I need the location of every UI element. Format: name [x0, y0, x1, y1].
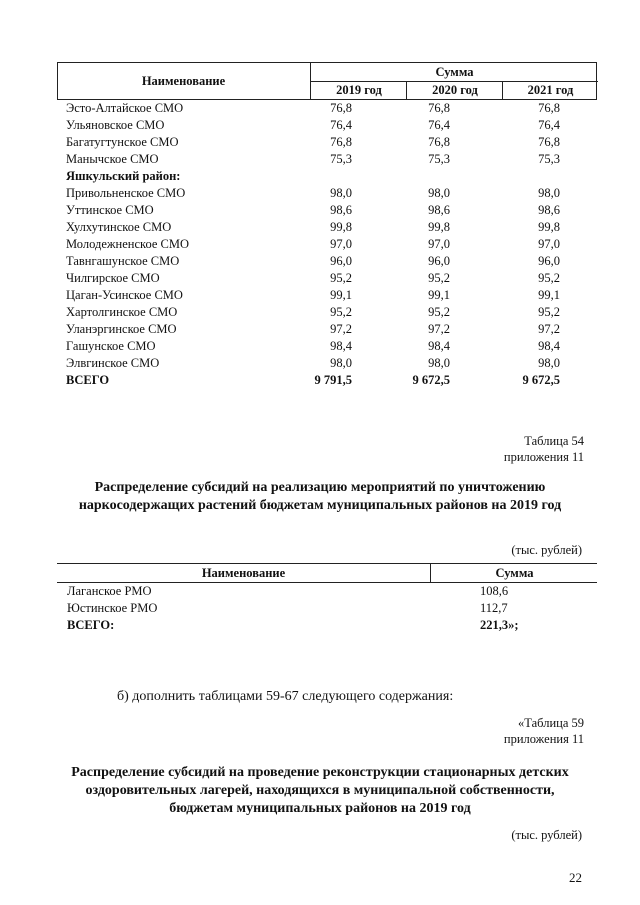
table-row [57, 600, 597, 617]
row-value: 98,0 [428, 186, 450, 200]
row-value: 75,3 [428, 152, 450, 166]
row-name: Молодежненское СМО [66, 237, 190, 251]
row-value: 97,2 [428, 322, 450, 336]
table-row [57, 355, 597, 372]
caption-line: Таблица 54 [524, 434, 584, 448]
row-value: 98,4 [428, 339, 450, 353]
row-value: 76,8 [428, 135, 450, 149]
row-value: 76,4 [428, 118, 450, 132]
row-value: 98,4 [538, 339, 560, 353]
table-caption-54 [504, 433, 584, 465]
row-name: Гашунское СМО [66, 339, 156, 353]
section-title-59: Распределение субсидий на проведение реконструкции стационарных детских оздоровительных лагерей, находящихся в муниципальной собственности, бюджетам муниципальных районов на 2019 год [71, 765, 569, 816]
table-body [57, 100, 597, 389]
table-row [57, 270, 597, 287]
row-value: 97,0 [330, 237, 352, 251]
row-value: 99,8 [538, 220, 560, 234]
row-value: 98,0 [538, 186, 560, 200]
table-row [57, 253, 597, 270]
table-row [57, 321, 597, 338]
row-name: Уланэргинское СМО [66, 322, 177, 336]
row-value: 98,4 [330, 339, 352, 353]
row-name: ВСЕГО [66, 373, 110, 387]
row-value: 98,0 [428, 356, 450, 370]
row-name: Манычское СМО [66, 152, 159, 166]
unit-label: (тыс. рублей) [511, 543, 582, 557]
page-number: 22 [569, 870, 582, 885]
table-body [57, 583, 597, 634]
row-value: 98,0 [538, 356, 560, 370]
table-row [57, 304, 597, 321]
header-year-2019: 2019 год [310, 81, 407, 99]
table-subsidies-settlements [57, 62, 597, 389]
row-value: 76,8 [538, 135, 560, 149]
table-row [57, 185, 597, 202]
row-value: 95,2 [330, 305, 352, 319]
unit-label: (тыс. рублей) [511, 828, 582, 842]
row-value: 95,2 [330, 271, 352, 285]
row-value: 9 672,5 [412, 373, 450, 387]
row-name: Юстинское РМО [67, 601, 158, 615]
row-value: 108,6 [480, 584, 509, 598]
caption-line: приложения 11 [503, 450, 584, 464]
row-name: Уттинское СМО [66, 203, 154, 217]
row-value: 99,1 [538, 288, 560, 302]
table-row [57, 202, 597, 219]
row-name: Ульяновское СМО [66, 118, 165, 132]
row-value: 76,8 [538, 101, 560, 115]
table-total-row [57, 617, 597, 634]
row-value: 98,0 [330, 356, 352, 370]
row-value: 95,2 [428, 271, 450, 285]
caption-line: «Таблица 59 [518, 716, 584, 730]
row-name: Элвгинское СМО [66, 356, 160, 370]
row-value: 95,2 [538, 271, 560, 285]
header-sum: Сумма [430, 564, 598, 582]
row-value: 95,2 [538, 305, 560, 319]
table-row [57, 338, 597, 355]
table-border [596, 63, 597, 99]
table-row [57, 117, 597, 134]
row-value: 97,0 [428, 237, 450, 251]
row-value: 76,4 [330, 118, 352, 132]
row-value: 95,2 [428, 305, 450, 319]
table-row [57, 287, 597, 304]
amendment-paragraph: б) дополнить таблицами 59-67 следующего содержания: [117, 689, 454, 704]
row-name: Хартолгинское СМО [66, 305, 178, 319]
row-name: Привольненское СМО [66, 186, 186, 200]
row-value: 98,6 [428, 203, 450, 217]
table-row [57, 583, 597, 600]
row-value: 9 672,5 [522, 373, 560, 387]
table-drug-plants [57, 563, 597, 634]
row-value: 75,3 [330, 152, 352, 166]
row-value: 75,3 [538, 152, 560, 166]
table-header [57, 563, 597, 583]
caption-line: приложения 11 [503, 732, 584, 746]
table-caption-59 [504, 715, 584, 747]
row-value: 96,0 [538, 254, 560, 268]
section-title-54: Распределение субсидий на реализацию мероприятий по уничтожению наркосодержащих растений бюджетам муниципальных районов на 2019 год [78, 480, 562, 513]
header-year-2020: 2020 год [406, 81, 503, 99]
row-value: 97,2 [538, 322, 560, 336]
row-name: Эсто-Алтайское СМО [66, 101, 184, 115]
row-value: 76,8 [428, 101, 450, 115]
row-value: 76,8 [330, 135, 352, 149]
row-name: ВСЕГО: [67, 618, 115, 632]
row-value: 9 791,5 [314, 373, 352, 387]
row-name: Хулхутинское СМО [66, 220, 172, 234]
row-value: 99,1 [330, 288, 352, 302]
row-value: 96,0 [428, 254, 450, 268]
row-value: 97,0 [538, 237, 560, 251]
row-value: 221,3»; [480, 618, 519, 632]
row-value: 112,7 [480, 601, 508, 615]
header-name: Наименование [141, 73, 226, 88]
row-value: 76,4 [538, 118, 560, 132]
table-row [57, 168, 597, 185]
row-value: 98,6 [538, 203, 560, 217]
row-value: 97,2 [330, 322, 352, 336]
row-value: 99,8 [330, 220, 352, 234]
row-name: Багатугтунское СМО [66, 135, 179, 149]
header-name: Наименование [201, 566, 286, 580]
row-value: 99,8 [428, 220, 450, 234]
table-total-row [57, 372, 597, 389]
row-value: 96,0 [330, 254, 352, 268]
table-row [57, 134, 597, 151]
row-name: Яшкульский район: [66, 169, 181, 183]
table-header [57, 62, 597, 100]
row-name: Лаганское РМО [67, 584, 152, 598]
row-name: Чилгирское СМО [66, 271, 160, 285]
header-year-2021: 2021 год [502, 81, 598, 99]
row-value: 99,1 [428, 288, 450, 302]
table-row [57, 151, 597, 168]
row-value: 98,0 [330, 186, 352, 200]
row-name: Тавнгашунское СМО [66, 254, 180, 268]
row-value: 76,8 [330, 101, 352, 115]
table-row [57, 219, 597, 236]
table-row [57, 100, 597, 117]
table-row [57, 236, 597, 253]
row-value: 98,6 [330, 203, 352, 217]
row-name: Цаган-Усинское СМО [66, 288, 183, 302]
header-sum: Сумма [310, 63, 598, 82]
